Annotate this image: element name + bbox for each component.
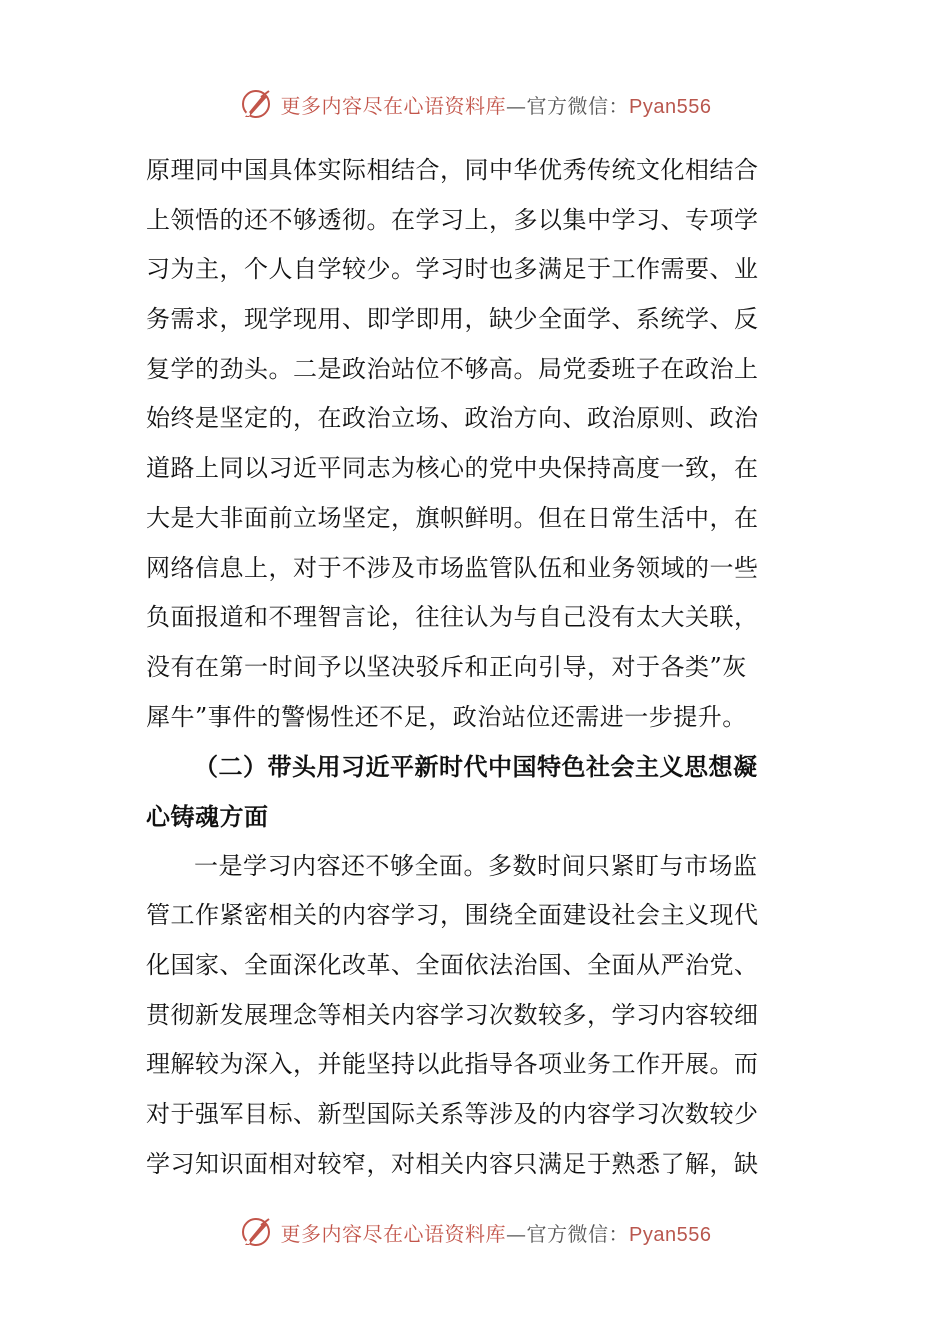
section-heading-line: （二）带头用习近平新时代中国特色社会主义思想凝 bbox=[194, 752, 758, 782]
body-line: 道路上同以习近平同志为核心的党中央保持高度一致，在 bbox=[146, 454, 759, 483]
body-line: 负面报道和不理智言论，往往认为与自己没有太大关联， bbox=[146, 603, 759, 632]
watermark-wechat-label: 官方微信： bbox=[526, 1221, 630, 1246]
watermark-title: 更多内容尽在心语资料库 bbox=[280, 93, 507, 118]
body-line: 务需求，现学现用、即学即用，缺少全面学、系统学、反 bbox=[146, 305, 759, 334]
body-line: 理解较为深入，并能坚持以此指导各项业务工作开展。而 bbox=[146, 1050, 759, 1079]
watermark-dash: — bbox=[506, 93, 527, 118]
body-line: 学习知识面相对较窄，对相关内容只满足于熟悉了解，缺 bbox=[146, 1149, 759, 1178]
watermark-text bbox=[281, 1218, 712, 1247]
header-watermark bbox=[0, 84, 950, 124]
body-line: 对于强军目标、新型国际关系等涉及的内容学习次数较少 bbox=[146, 1100, 759, 1129]
body-line: 贯彻新发展理念等相关内容学习次数较多，学习内容较细 bbox=[146, 1000, 759, 1029]
body-line: 上领悟的还不够透彻。在学习上，多以集中学习、专项学 bbox=[146, 205, 759, 234]
body-line: 大是大非面前立场坚定，旗帜鲜明。但在日常生活中，在 bbox=[146, 503, 759, 532]
body-line: 化国家、全面深化改革、全面依法治国、全面从严治党、 bbox=[146, 951, 759, 979]
watermark-title: 更多内容尽在心语资料库 bbox=[280, 1221, 507, 1246]
body-line: 原理同中国具体实际相结合，同中华优秀传统文化相结合 bbox=[146, 156, 759, 184]
body-line: 始终是坚定的，在政治立场、政治方向、政治原则、政治 bbox=[146, 404, 759, 433]
body-line: 网络信息上，对于不涉及市场监管队伍和业务领域的一些 bbox=[146, 553, 759, 582]
body-line: 一是学习内容还不够全面。多数时间只紧盯与市场监 bbox=[194, 851, 758, 880]
watermark-wechat-id: Pyan556 bbox=[629, 95, 712, 118]
body-line: 管工作紧密相关的内容学习，围绕全面建设社会主义现代 bbox=[146, 901, 759, 930]
watermark-wechat-id: Pyan556 bbox=[629, 1223, 712, 1246]
body-line: 没有在第一时间予以坚决驳斥和正向引导，对于各类”灰 bbox=[146, 652, 747, 681]
footer-watermark bbox=[0, 1212, 950, 1252]
watermark-wechat-label: 官方微信： bbox=[526, 93, 630, 118]
quill-pen-logo-icon bbox=[239, 87, 273, 121]
section-heading-line: 心铸魂方面 bbox=[146, 801, 269, 831]
quill-pen-logo-icon bbox=[239, 1215, 273, 1249]
watermark-text bbox=[281, 90, 712, 119]
body-line: 复学的劲头。二是政治站位不够高。局党委班子在政治上 bbox=[146, 354, 759, 383]
document-body bbox=[146, 146, 806, 1189]
body-line: 犀牛”事件的警惕性还不足，政治站位还需进一步提升。 bbox=[146, 702, 747, 731]
body-line: 习为主，个人自学较少。学习时也多满足于工作需要、业 bbox=[146, 255, 759, 284]
watermark-dash: — bbox=[506, 1221, 527, 1246]
